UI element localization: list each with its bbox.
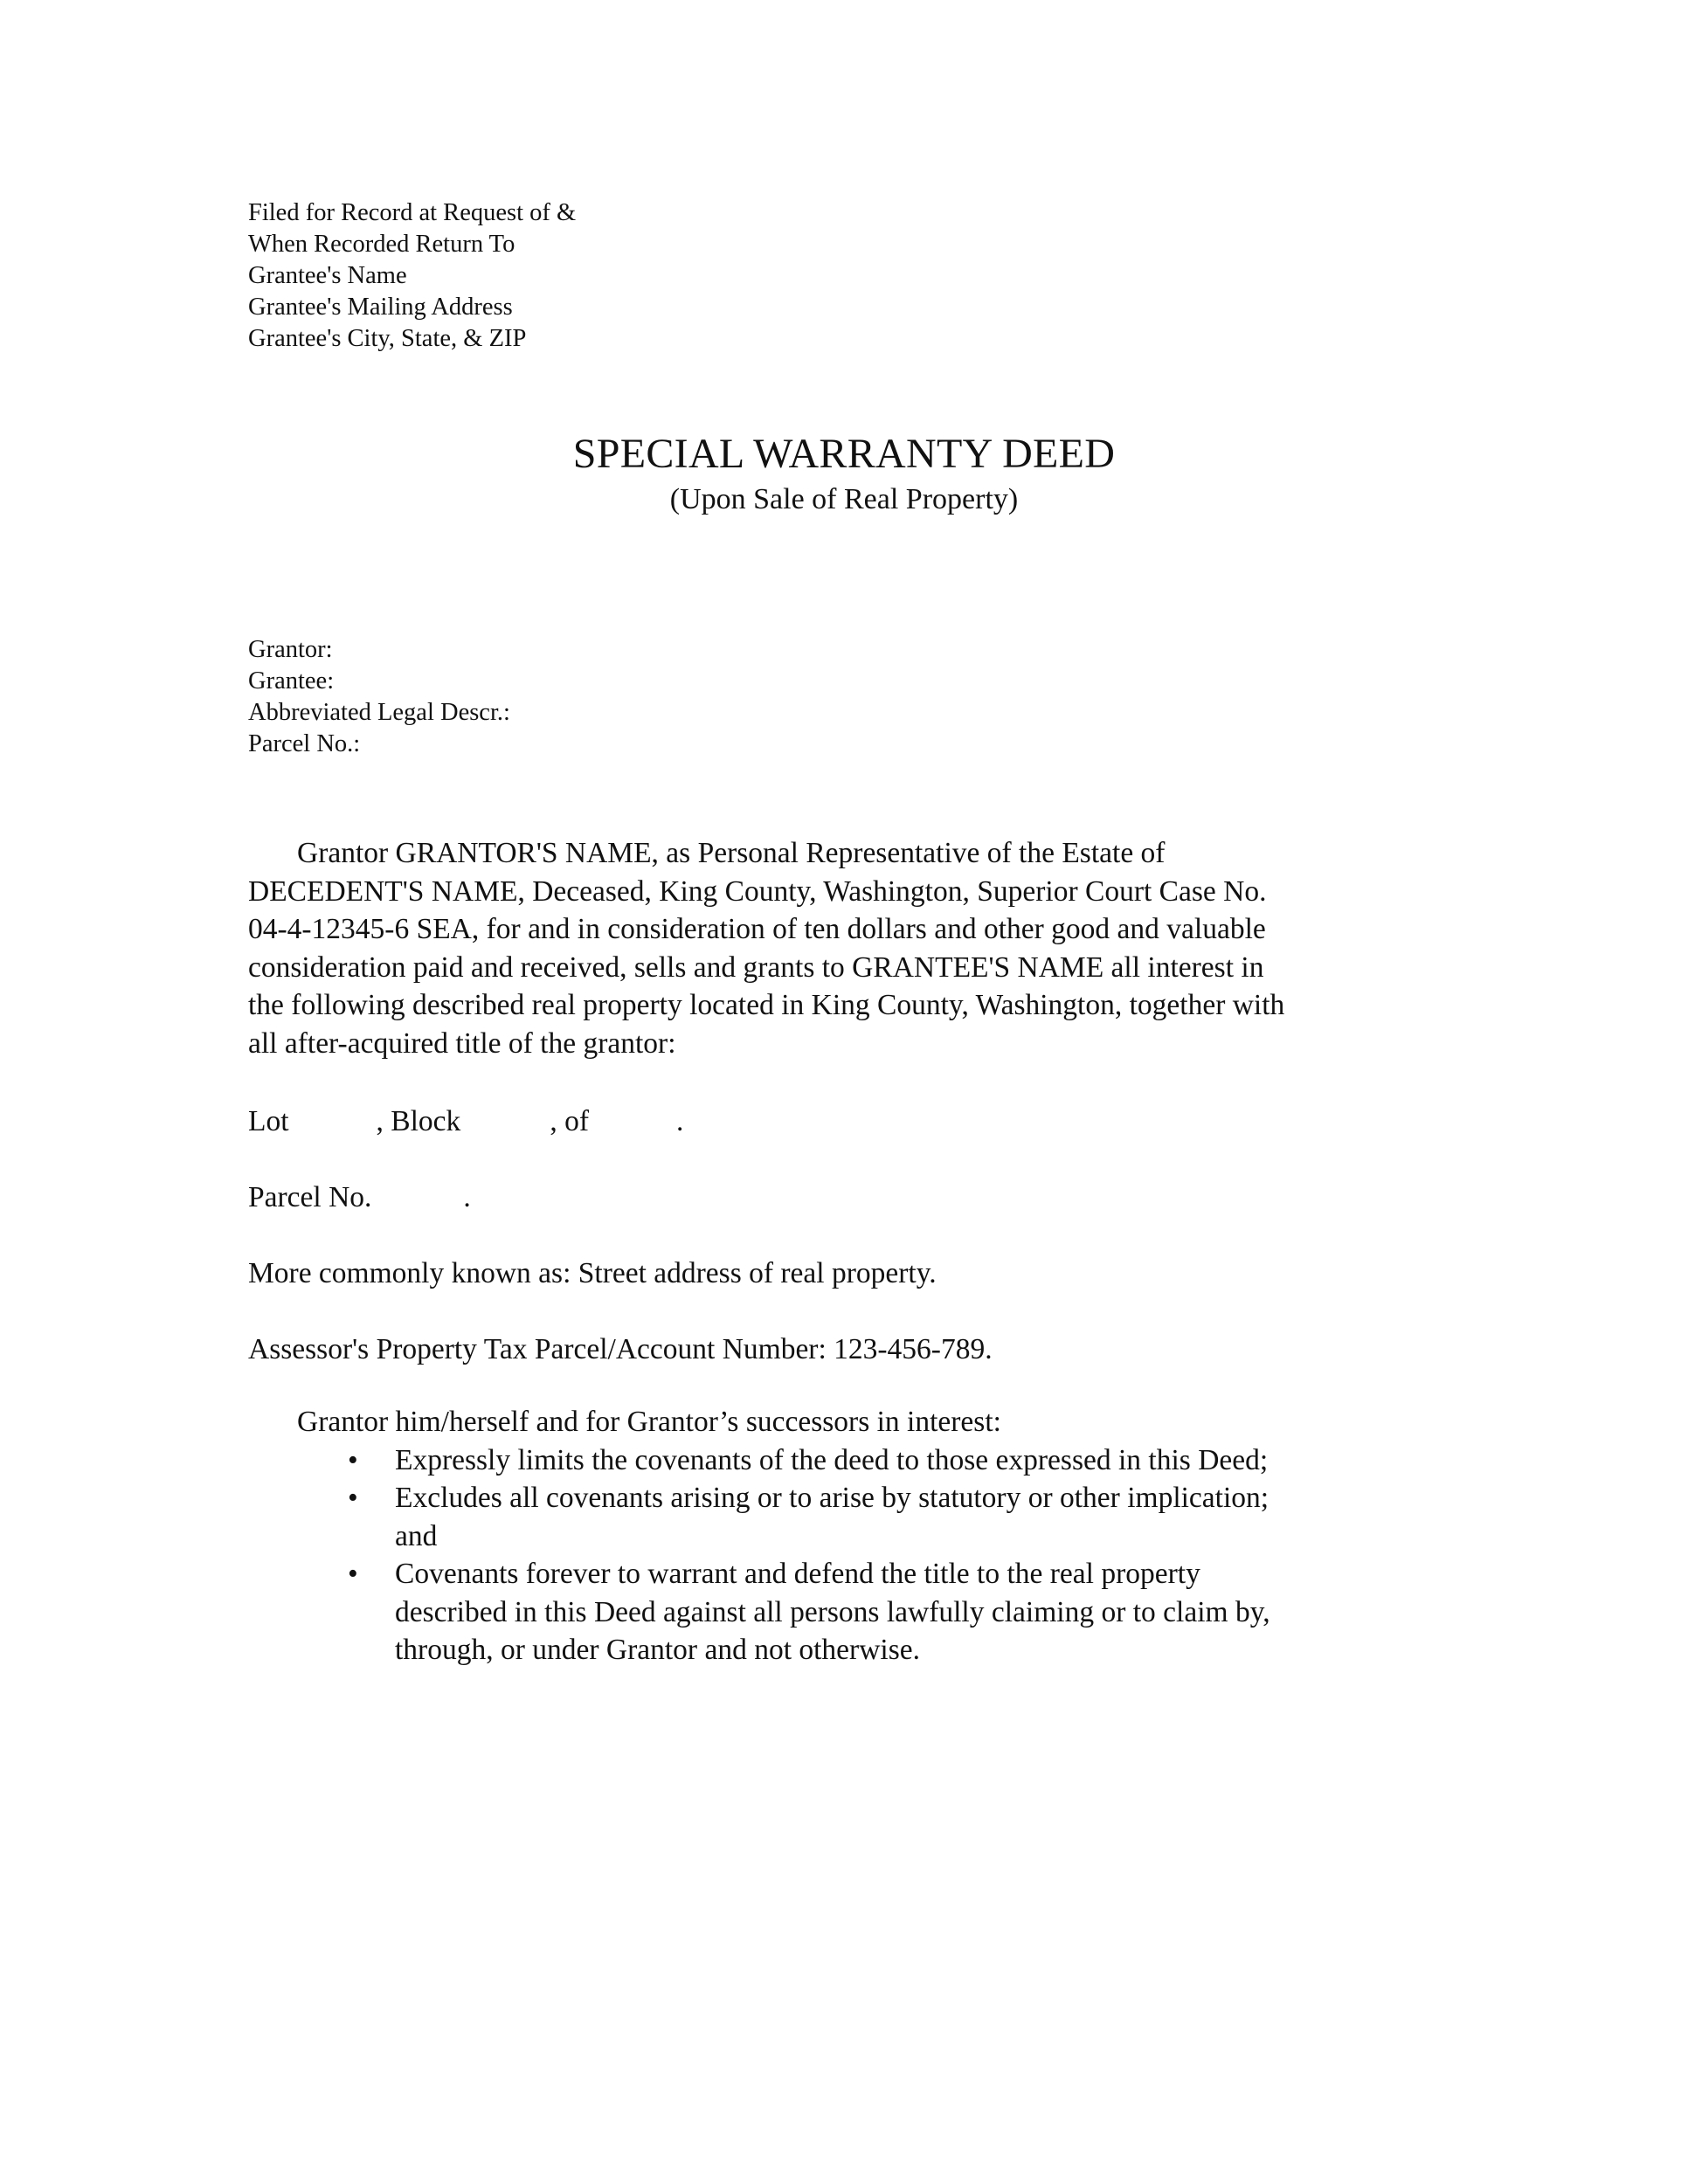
summary-fields	[248, 634, 510, 760]
paragraph-line: consideration paid and received, sells and grants to GRANTEE'S NAME all interest in	[248, 950, 1264, 984]
grantor-label: Grantor:	[248, 636, 333, 663]
return-address-block	[248, 197, 576, 355]
paragraph-line: Grantor GRANTOR'S NAME, as Personal Representative of the Estate of	[297, 837, 1166, 869]
covenant-line: through, or under Grantor and not otherwise.	[395, 1634, 920, 1666]
bullet-icon: •	[348, 1558, 358, 1590]
paragraph-line: all after-acquired title of the grantor:	[248, 1026, 676, 1060]
covenant-line: described in this Deed against all persons lawfully claiming or to claim by,	[395, 1595, 1270, 1628]
covenants-intro: Grantor him/herself and for Grantor’s successors in interest:	[297, 1406, 1001, 1438]
covenant-item	[248, 1555, 1270, 1669]
of-label: , of	[550, 1105, 589, 1137]
parcel-line-end: .	[463, 1181, 471, 1213]
return-line: Grantee's Name	[248, 262, 407, 289]
legal-descr-label: Abbreviated Legal Descr.:	[248, 699, 510, 726]
return-line: Grantee's Mailing Address	[248, 294, 513, 321]
assessor-number-line: Assessor's Property Tax Parcel/Account Number: 123-456-789.	[248, 1333, 993, 1365]
paragraph-line: 04-4-12345-6 SEA, for and in consideration of ten dollars and other good and valuable	[248, 913, 1266, 945]
covenant-item	[248, 1479, 1270, 1555]
paragraph-line: the following described real property located in King County, Washington, together with	[248, 989, 1285, 1021]
parcel-label: Parcel No.:	[248, 730, 361, 757]
document-title: SPECIAL WARRANTY DEED	[572, 431, 1116, 477]
return-line: Filed for Record at Request of &	[248, 199, 577, 226]
covenant-item	[248, 1441, 1270, 1480]
grantee-label: Grantee:	[248, 667, 335, 695]
covenant-line: Covenants forever to warrant and defend the title to the real property	[395, 1558, 1200, 1590]
covenant-line: Excludes all covenants arising or to arise by statutory or other implication;	[395, 1482, 1269, 1514]
paragraph-line: DECEDENT'S NAME, Deceased, King County, Washington, Superior Court Case No.	[248, 874, 1267, 908]
covenants-section	[248, 1403, 1270, 1669]
parcel-number-label: Parcel No.	[248, 1181, 372, 1213]
conveyance-paragraph	[248, 834, 1284, 1062]
return-line: When Recorded Return To	[248, 231, 515, 258]
covenant-line: and	[395, 1519, 438, 1552]
block-label: , Block	[376, 1105, 461, 1137]
bullet-icon: •	[348, 1482, 358, 1514]
lot-line-end: .	[675, 1105, 684, 1137]
bullet-icon: •	[348, 1443, 358, 1476]
document-subtitle: (Upon Sale of Real Property)	[669, 483, 1019, 515]
parcel-line	[248, 1178, 471, 1217]
lot-block-line	[248, 1102, 683, 1141]
commonly-known-line: More commonly known as: Street address of real property.	[248, 1257, 937, 1289]
lot-label: Lot	[248, 1105, 289, 1137]
return-line: Grantee's City, State, & ZIP	[248, 325, 527, 352]
covenant-line: Expressly limits the covenants of the deed to those expressed in this Deed;	[395, 1443, 1269, 1476]
